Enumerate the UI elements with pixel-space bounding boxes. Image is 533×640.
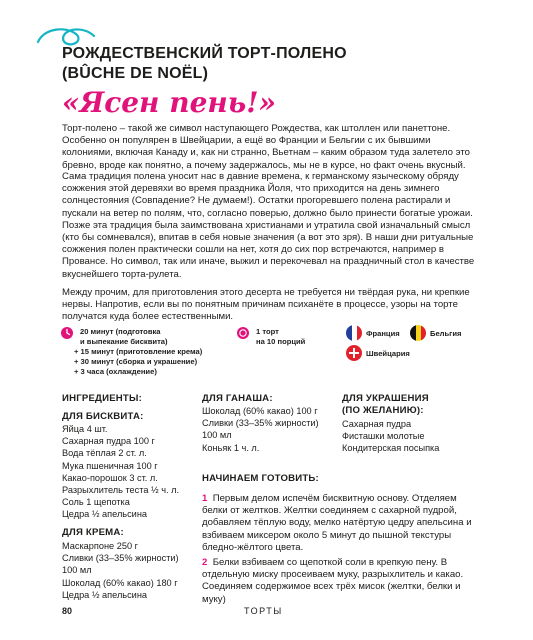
ingredient-item: Коньяк 1 ч. л. <box>202 442 260 453</box>
time-line: + 15 минут (приготовление крема) <box>74 347 203 356</box>
yield-info <box>256 327 356 347</box>
step-1 <box>202 493 482 554</box>
time-line: + 3 часа (охлаждение) <box>74 367 157 376</box>
yield-line: 1 торт <box>256 327 279 336</box>
intro-paragraph-2: Сама традиция полена уносит нас в давние времена, к германскому языческому обряду сожжения этой деревяхи во время праздника Йоля, что приходится на день зимнего солнцестояния (Совпадение? Не думаем!). Остатки прогоревшего полена растирали и пускали на ветер по полям, что, согласно поверью, должно было принести богатые урожаи. Позже эта традиция была заимствована христианами и утратила свой изначальный смысл (кто бы сомневался), впитав в себя новые значения (а вот это зря). В наши дни ритуальные сожжения полен практически сошли на нет, хотя до сих пор встречаются, например в Провансе. Но символ, так или иначе, выжил и перекочевал на праздничный стол в качестве вкуснейшего торта-рулета. <box>62 171 475 280</box>
ingredient-item: Фисташки молотые <box>342 431 425 442</box>
ingredient-item: 100 мл <box>202 430 232 441</box>
ingredient-item: Цедра ½ апельсина <box>62 589 147 600</box>
time-line: и выпекание бисквита) <box>80 337 168 346</box>
belgium-flag-icon <box>410 325 426 341</box>
ingredient-item: Разрыхлитель теста ½ ч. л. <box>62 485 180 496</box>
page-number: 80 <box>62 606 73 616</box>
section-name: ТОРТЫ <box>244 606 283 616</box>
ingredients-heading: ИНГРЕДИЕНТЫ: <box>62 393 142 404</box>
time-line: 20 минут (подготовка <box>80 327 161 336</box>
country-belgium: Бельгия <box>430 329 462 338</box>
recipe-title-script: «Ясен пень!» <box>62 86 277 119</box>
country-switzerland: Швейцария <box>366 349 410 358</box>
ingredient-item: 100 мл <box>62 565 92 576</box>
yield-line: на 10 порций <box>256 337 306 346</box>
intro-paragraph-1: Торт-полено – такой же символ наступающего Рождества, как штоллен или панеттоне. Особенно он популярен в Швейцарии, а ещё во Франции и Бельгии с их бывшими колониями, включая Канаду и, как ни странно, Вьетнам – каким образом туда залетело это бревно, вроде как понятно, а почему задержалось, мы не в курсе, но факт очень вкусный. <box>62 123 470 171</box>
ingredient-item: Сахарная пудра <box>342 419 412 429</box>
step-number: 2 <box>202 557 208 568</box>
cream-ingredients-list <box>62 540 179 601</box>
ganache-heading: ДЛЯ ГАНАША: <box>202 393 273 404</box>
ganache-ingredients-list <box>202 405 319 454</box>
recipe-title-line1: РОЖДЕСТВЕНСКИЙ ТОРТ-ПОЛЕНО <box>62 45 347 62</box>
ingredient-item: Какао-порошок 3 ст. л. <box>62 472 158 483</box>
plate-icon <box>236 326 250 340</box>
decor-ingredients-list <box>342 418 439 455</box>
france-flag-icon <box>346 325 362 341</box>
clock-icon <box>60 326 74 340</box>
step-text: Белки взбиваем со щепоткой соли в крепкую пену. В отдельную миску просеиваем муку, разрыхлитель и какао. Соединяем содержимое всех трёх мисок (желтки, белки и муку) <box>202 557 464 605</box>
ingredient-item: Сахарная пудра 100 г <box>62 436 155 447</box>
time-line: + 30 минут (сборка и украшение) <box>74 357 198 366</box>
step-number: 1 <box>202 493 208 504</box>
steps-heading: НАЧИНАЕМ ГОТОВИТЬ: <box>202 473 319 484</box>
biscuit-heading: ДЛЯ БИСКВИТА: <box>62 411 144 422</box>
intro-paragraph-3: Между прочим, для приготовления этого десерта не требуется ни твёрдая рука, ни крепкие нервы. Напротив, если вы по понятным причинам психанёте в процессе, узоры на торте получатся куда более естественными. <box>62 287 470 323</box>
ingredient-item: Кондитерская посыпка <box>342 443 440 454</box>
ingredient-item: Цедра ½ апельсина <box>62 509 147 520</box>
ingredient-item: Мука пшеничная 100 г <box>62 460 158 471</box>
switzerland-flag-icon <box>346 345 362 361</box>
step-2 <box>202 557 482 606</box>
recipe-title-line2: (BÛCHE DE NOËL) <box>62 65 209 82</box>
ingredient-item: Вода тёплая 2 ст. л. <box>62 448 147 459</box>
country-france: Франция <box>366 329 400 338</box>
ingredient-item: Соль 1 щепотка <box>62 497 130 508</box>
ingredient-item: Сливки (33–35% жирности) <box>62 553 179 564</box>
ingredient-item: Сливки (33–35% жирности) <box>202 418 319 429</box>
decor-heading-line2: (ПО ЖЕЛАНИЮ): <box>342 405 424 416</box>
ingredient-item: Шоколад (60% какао) 180 г <box>62 577 178 588</box>
time-info <box>74 327 203 377</box>
step-text: Первым делом испечём бисквитную основу. Отделяем белки от желтков. Желтки соединяем с сахарной пудрой, добавляем тёплую воду, мелко натёртую цедру апельсина и взбиваем миксером около 5 минут до пышной текстуры бледно-жёлтого цвета. <box>202 493 472 553</box>
cream-heading: ДЛЯ КРЕМА: <box>62 527 124 538</box>
biscuit-ingredients-list <box>62 423 179 521</box>
ingredient-item: Маскарпоне 250 г <box>62 541 138 551</box>
ingredient-item: Яйца 4 шт. <box>62 424 108 434</box>
decor-heading-line1: ДЛЯ УКРАШЕНИЯ <box>342 393 429 404</box>
ingredient-item: Шоколад (60% какао) 100 г <box>202 406 318 416</box>
